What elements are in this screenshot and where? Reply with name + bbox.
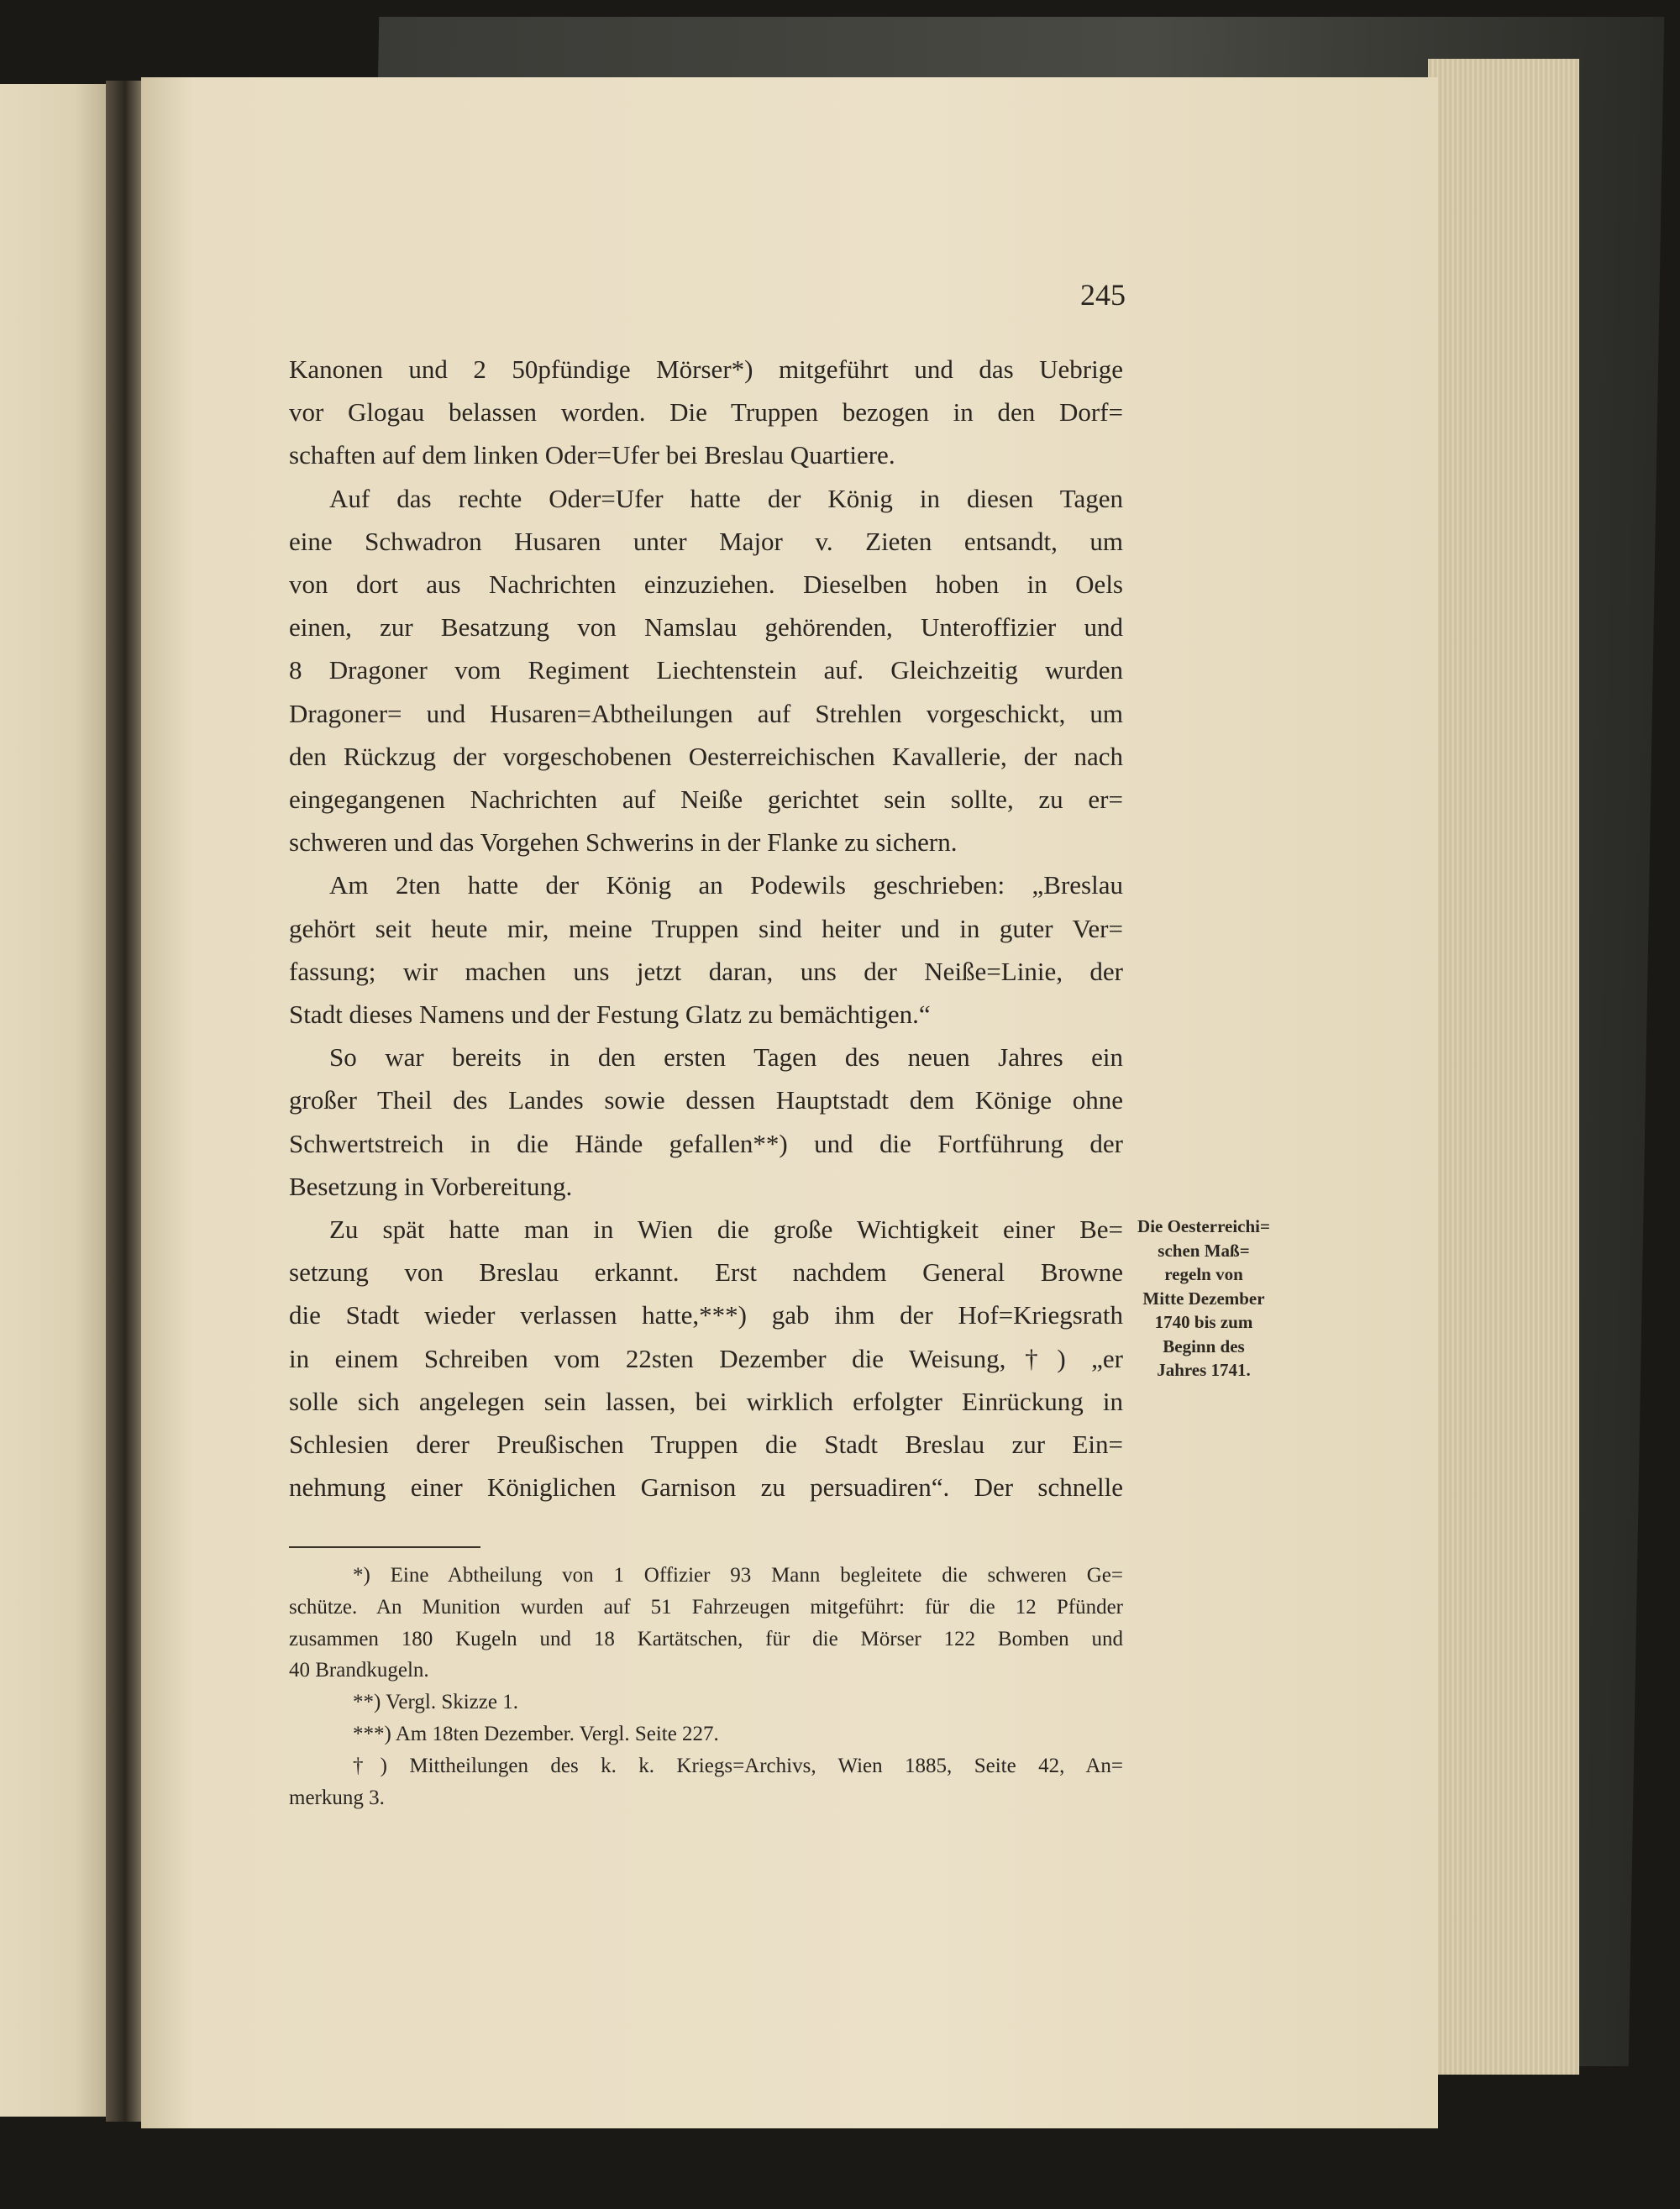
footnote-line: **) Vergl. Skizze 1. bbox=[353, 1691, 518, 1714]
page-edges bbox=[1428, 59, 1579, 2075]
footnote-line: zusammen 180 Kugeln und 18 Kartätschen, für die Mörser 122 Bomben und bbox=[289, 1627, 1123, 1650]
footnote-line: schütze. An Munition wurden auf 51 Fahrzeugen mitgeführt: für die 12 Pfünder bbox=[289, 1595, 1123, 1619]
footnote-line: 40 Brandkugeln. bbox=[289, 1659, 429, 1682]
body-line: großer Theil des Landes sowie dessen Hauptstadt dem Könige ohne bbox=[289, 1085, 1123, 1115]
body-line: 8 Dragoner vom Regiment Liechtenstein auf. Gleichzeitig wurden bbox=[289, 655, 1123, 685]
margin-note-line: Die Oesterreichi= bbox=[1137, 1216, 1270, 1236]
margin-note-line: Jahres 1741. bbox=[1157, 1360, 1251, 1380]
body-line: den Rückzug der vorgeschobenen Oesterreichischen Kavallerie, der nach bbox=[289, 741, 1123, 771]
body-line: Auf das rechte Oder=Ufer hatte der König in diesen Tagen bbox=[329, 483, 1123, 513]
body-line: einen, zur Besatzung von Namslau gehörenden, Unteroffizier und bbox=[289, 612, 1123, 643]
footnote-line: *) Eine Abtheilung von 1 Offizier 93 Mann begleitete die schweren Ge= bbox=[353, 1564, 1123, 1587]
body-line: Zu spät hatte man in Wien die große Wichtigkeit einer Be= bbox=[329, 1215, 1123, 1244]
body-line: So war bereits in den ersten Tagen des neuen Jahres ein bbox=[329, 1042, 1123, 1073]
body-line: Schlesien derer Preußischen Truppen die Stadt Breslau zur Ein= bbox=[289, 1430, 1123, 1459]
footnote-line: merkung 3. bbox=[289, 1786, 385, 1809]
body-line: Besetzung in Vorbereitung. bbox=[289, 1171, 573, 1201]
body-line: in einem Schreiben vom 22sten Dezember die Weisung,†) „er bbox=[289, 1343, 1123, 1373]
body-line: von dort aus Nachrichten einzuziehen. Dieselben hoben in Oels bbox=[289, 569, 1123, 599]
body-line: solle sich angelegen sein lassen, bei wirklich erfolgter Einrückung in bbox=[289, 1386, 1123, 1416]
body-line: eingegangenen Nachrichten auf Neiße gerichtet sein sollte, zu er= bbox=[289, 784, 1123, 814]
body-line: gehört seit heute mir, meine Truppen sind heiter und in guter Ver= bbox=[289, 913, 1123, 943]
margin-note bbox=[1129, 1215, 1278, 1383]
margin-note-line: regeln von bbox=[1164, 1264, 1243, 1284]
left-page bbox=[0, 84, 108, 2117]
margin-note-line: Beginn des bbox=[1163, 1335, 1245, 1356]
margin-note-line: Mitte Dezember bbox=[1142, 1288, 1265, 1309]
footnote-line: ***) Am 18ten Dezember. Vergl. Seite 227. bbox=[353, 1723, 719, 1745]
margin-note-line: 1740 bis zum bbox=[1154, 1312, 1253, 1332]
body-line: schweren und das Vorgehen Schwerins in der Flanke zu sichern. bbox=[289, 827, 958, 858]
page-number: 245 bbox=[1080, 278, 1126, 312]
footnote-rule bbox=[289, 1546, 480, 1548]
body-line: schaften auf dem linken Oder=Ufer bei Breslau Quartiere. bbox=[289, 440, 895, 470]
margin-note-line: schen Maß= bbox=[1158, 1240, 1250, 1261]
body-line: Stadt dieses Namens und der Festung Glatz zu bemächtigen.“ bbox=[289, 1000, 931, 1029]
body-line: eine Schwadron Husaren unter Major v. Zieten entsandt, um bbox=[289, 526, 1123, 556]
body-line: die Stadt wieder verlassen hatte,***) gab ihm der Hof=Kriegsrath bbox=[289, 1300, 1123, 1330]
body-line: Am 2ten hatte der König an Podewils geschrieben: „Breslau bbox=[329, 870, 1123, 900]
body-line: Schwertstreich in die Hände gefallen**) und die Fortführung der bbox=[289, 1128, 1123, 1158]
body-line: setzung von Breslau erkannt. Erst nachdem General Browne bbox=[289, 1257, 1123, 1288]
body-line: Dragoner= und Husaren=Abtheilungen auf Strehlen vorgeschickt, um bbox=[289, 698, 1123, 728]
book-gutter bbox=[106, 81, 144, 2122]
footnote-line: †) Mittheilungen des k. k. Kriegs=Archivs, Wien 1885, Seite 42, An= bbox=[353, 1754, 1123, 1777]
body-line: Kanonen und 2 50pfündige Mörser*) mitgeführt und das Uebrige bbox=[289, 354, 1123, 384]
body-line: nehmung einer Königlichen Garnison zu persuadiren“. Der schnelle bbox=[289, 1472, 1123, 1503]
body-line: fassung; wir machen uns jetzt daran, uns der Neiße=Linie, der bbox=[289, 956, 1123, 986]
body-line: vor Glogau belassen worden. Die Truppen bezogen in den Dorf= bbox=[289, 397, 1123, 428]
